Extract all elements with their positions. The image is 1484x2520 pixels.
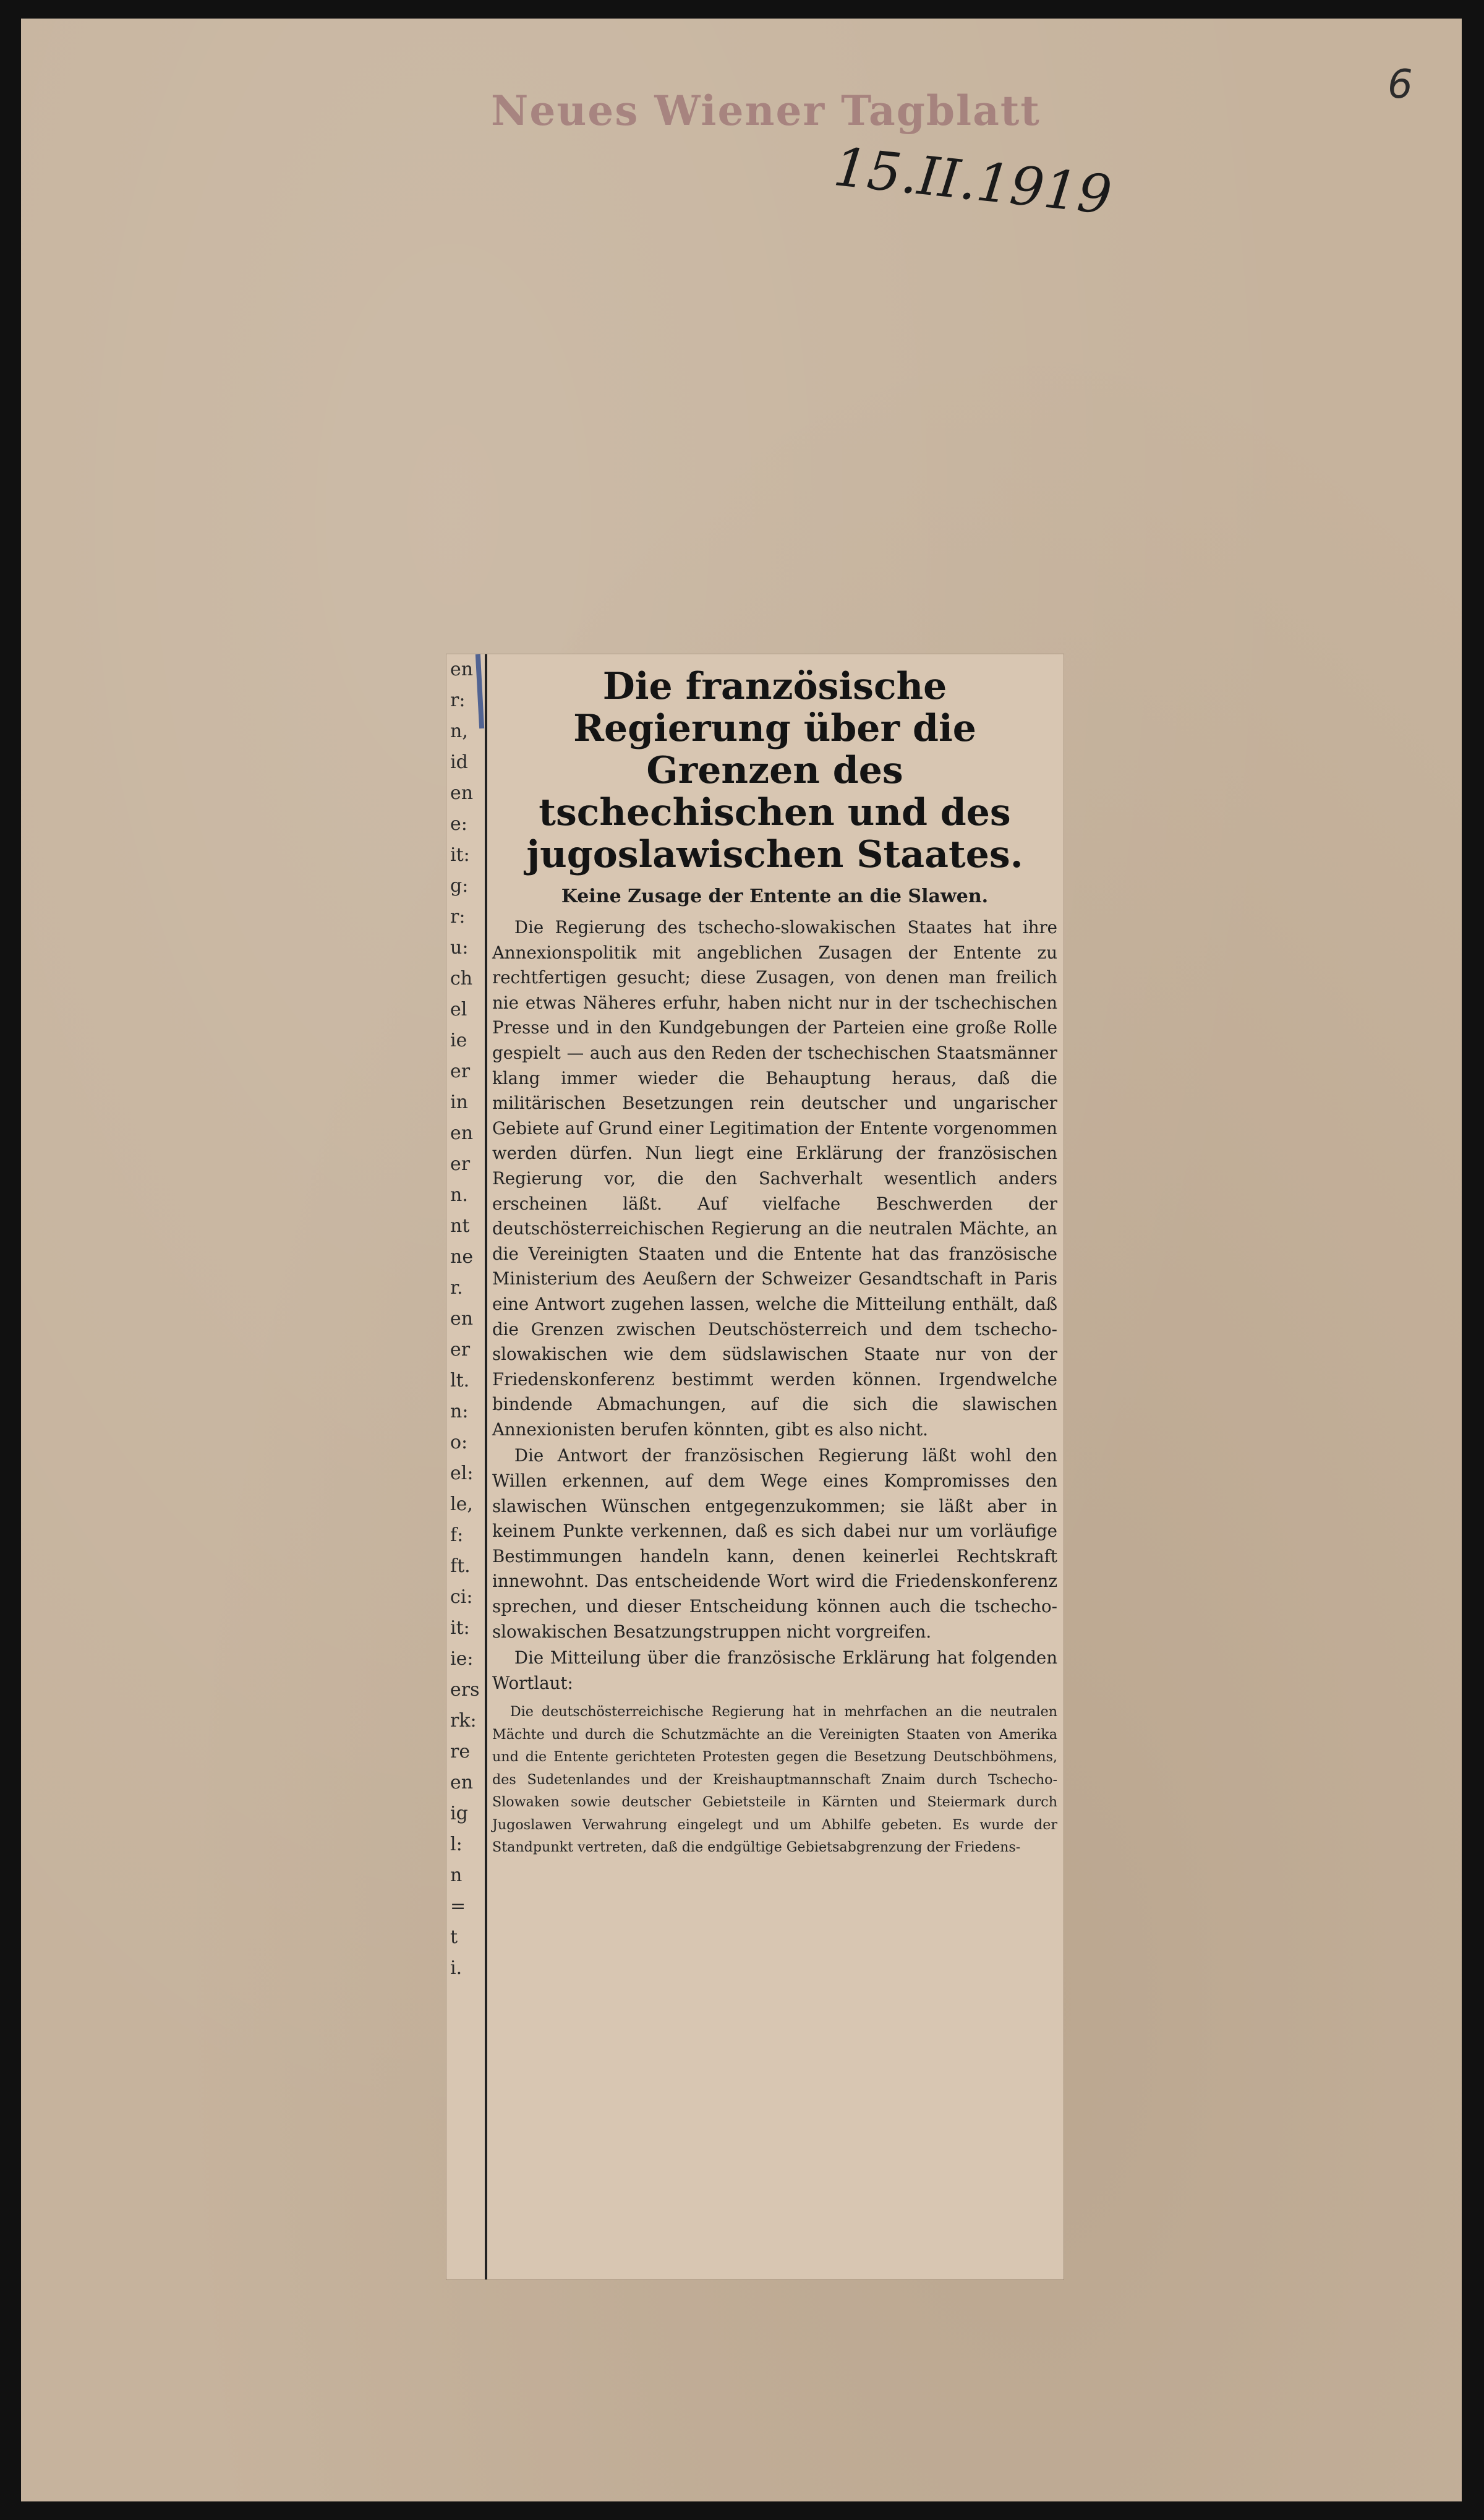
neighbor-column-fragment: it: xyxy=(450,844,470,866)
neighbor-column-fragment: ch xyxy=(450,968,473,989)
neighbor-column-fragment: en xyxy=(450,1772,474,1793)
newspaper-clipping xyxy=(446,654,1064,2279)
article-paragraph: Die Regierung des tschecho-slowakischen Staates hat ihre Annexionspolitik mit angeblichen Zusagen der Entente zu rechtfertigen gesucht; diese Zusagen, von denen man freilich nie etwas Näheres erfuhr, haben nicht nur in der tschechischen Presse und in den Kundgebungen der Parteien eine große Rolle gespielt — auch aus den Reden der tschechischen Staatsmänner klang immer wieder die Behauptung heraus, daß die militärischen Besetzungen rein deutscher und ungarischer Gebiete auf Grund einer Legitimation der Entente vorgenommen werden dürfen. Nun liegt eine Erklärung der französischen Regierung vor, die den Sachverhalt wesentlich anders erscheinen läßt. Auf vielfache Beschwerden der deutschösterreichischen Regierung an die neutralen Mächte, an die Vereinigten Staaten und die Entente hat das französische Ministerium des Aeußern der Schweizer Gesandtschaft in Paris eine Antwort zugehen lassen, welche die Mitteilung enthält, daß die Grenzen zwischen Deutschösterreich und dem tschecho-slowakischen wie dem südslawischen Staate nur von der Friedenskonferenz bestimmt werden können. Irgendwelche bindende Abmachungen, auf die sich die slawischen Annexionisten berufen könnten, gibt es also nicht. xyxy=(492,917,1057,1440)
neighbor-column-fragment: er xyxy=(450,1339,471,1360)
neighbor-column-fragment: ie: xyxy=(450,1648,474,1670)
neighbor-column-fragment: nt xyxy=(450,1215,470,1237)
neighbor-column-fragment: e: xyxy=(450,813,467,835)
article-headline: Die französische Regierung über die Grenzen des tschechischen und des jugoslawischen Staates. xyxy=(526,665,1023,876)
neighbor-column-fragment: n xyxy=(450,1864,463,1886)
neighbor-column-fragment: er xyxy=(450,1061,471,1082)
neighbor-column-fragment: l: xyxy=(450,1834,463,1855)
page-number: 6 xyxy=(1388,62,1413,108)
neighbor-column-fragment: u: xyxy=(450,937,469,959)
neighbor-column-fragment: r. xyxy=(450,1277,463,1299)
neighbor-column-fragment: in xyxy=(450,1091,468,1113)
neighbor-column-fragment: g: xyxy=(450,875,469,897)
article-paragraph: Die Antwort der französischen Regierung läßt wohl den Willen erkennen, auf dem Wege eines Kompromisses den slawischen Wünschen entgegenzukommen; sie läßt aber in keinem Punkte verkennen, daß es sich dabei nur um vorläufige Bestimmungen handeln kann, denen keinerlei Rechtskraft innewohnt. Das entscheidende Wort wird die Friedenskonferenz sprechen, und dieser Entscheidung können auch die tschecho-slowakischen Besatzungstruppen nicht vorgreifen. xyxy=(492,1445,1057,1642)
neighbor-column-fragment: er xyxy=(450,1153,471,1175)
neighbor-column-fragment: lt. xyxy=(450,1370,470,1391)
neighbor-column-fragment: n, xyxy=(450,720,468,742)
neighbor-column-fragment: t xyxy=(450,1926,458,1948)
neighbor-column-fragment: en xyxy=(450,659,474,680)
neighbor-column-fragment: el: xyxy=(450,1463,474,1484)
neighbor-column-fragment: re xyxy=(450,1741,471,1762)
neighbor-column-fragment: n. xyxy=(450,1184,468,1206)
neighbor-column-fragment: ers xyxy=(450,1679,480,1701)
neighbor-column-fragment: = xyxy=(450,1895,466,1917)
neighbor-column-fragment: r: xyxy=(450,690,466,711)
neighbor-column-fragment: en xyxy=(450,782,474,804)
neighbor-column-fragment: ci: xyxy=(450,1586,473,1608)
neighbor-column-fragment: o: xyxy=(450,1432,468,1453)
neighbor-column-fragment: le, xyxy=(450,1493,473,1515)
article-subheadline: Keine Zusage der Entente an die Slawen. xyxy=(561,886,989,907)
quoted-statement: Die deutschösterreichische Regierung hat in mehrfachen an die neutralen Mächte und durch die Schutzmächte an die Vereinigten Staaten von Amerika und die Entente gerichteten Protesten gegen die Besetzung Deutschböhmens, des Sudetenlandes und der Kreishauptmannschaft Znaim durch Tschecho-Slowaken sowie deutscher Gebietsteile in Kärnten und Steiermark durch Jugoslawen Verwahrung eingelegt und um Abhilfe gebeten. Es wurde der Standpunkt vertreten, daß die endgültige Gebietsabgrenzung der Friedens- xyxy=(492,1704,1057,1856)
archive-sheet xyxy=(21,19,1462,2501)
neighbor-column-fragment: ne xyxy=(450,1246,474,1268)
neighbor-column-fragment: ft. xyxy=(450,1555,471,1577)
article xyxy=(492,665,1057,1859)
newspaper-stamp: Neues Wiener Tagblatt xyxy=(491,87,1041,135)
neighbor-column-fragment: en xyxy=(450,1308,474,1330)
neighbor-column-fragment: ig xyxy=(450,1803,468,1824)
neighbor-column-fragment: it: xyxy=(450,1617,470,1639)
neighbor-column-fragment: rk: xyxy=(450,1710,477,1732)
article-paragraph: Die Mitteilung über die französische Erklärung hat folgenden Wortlaut: xyxy=(492,1647,1057,1693)
neighbor-column-fragment: en xyxy=(450,1122,474,1144)
neighbor-column-fragment: id xyxy=(450,751,468,773)
neighbor-column-fragment: r: xyxy=(450,906,466,928)
neighbor-column-fragment: f: xyxy=(450,1524,464,1546)
neighbor-column-fragment: el xyxy=(450,999,467,1020)
neighbor-column-strip xyxy=(446,654,487,2279)
handwritten-date: 15.II.1919 xyxy=(830,136,1115,227)
neighbor-column-fragment: i. xyxy=(450,1957,463,1979)
neighbor-column-fragment: ie xyxy=(450,1030,467,1051)
neighbor-column-fragment: n: xyxy=(450,1401,469,1422)
